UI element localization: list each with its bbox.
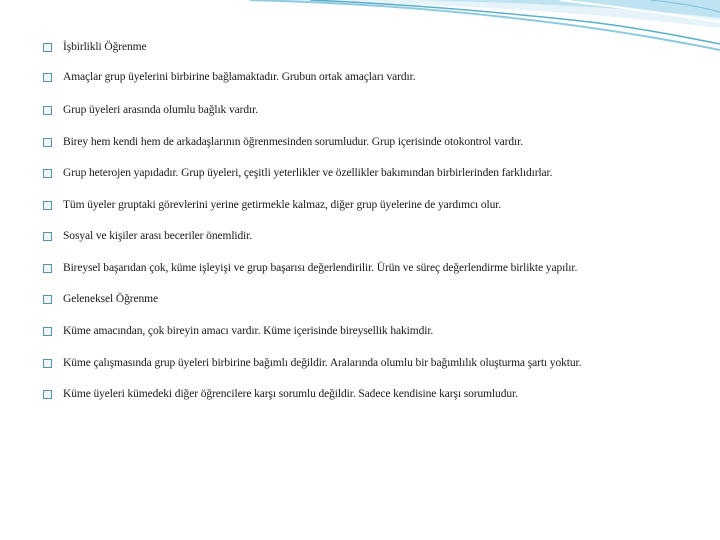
square-bullet-icon: [43, 390, 52, 399]
bullet-text: Amaçlar grup üyelerini birbirine bağlamaktadır. Grubun ortak amaçları vardır.: [63, 71, 416, 83]
bullet-text: Küme üyeleri kümedeki diğer öğrencilere karşı sorumlu değildir. Sadece kendisine karşı sorumludur.: [63, 388, 518, 400]
bullet-text: Geleneksel Öğrenme: [63, 293, 158, 305]
list-item: [43, 259, 577, 277]
list-item: [43, 68, 416, 86]
square-bullet-icon: [43, 43, 52, 52]
square-bullet-icon: [43, 201, 52, 210]
bullet-text: Grup heterojen yapıdadır. Grup üyeleri, çeşitli yeterlikler ve özellikler bakımından birbirlerinden farklıdırlar.: [63, 167, 553, 179]
list-item: [43, 164, 552, 182]
square-bullet-icon: [43, 232, 52, 241]
square-bullet-icon: [43, 138, 52, 147]
list-item: [43, 290, 158, 308]
bullet-text: İşbirlikli Öğrenme: [63, 41, 147, 53]
square-bullet-icon: [43, 73, 52, 82]
list-item: [43, 101, 258, 119]
square-bullet-icon: [43, 295, 52, 304]
bullet-text: Grup üyeleri arasında olumlu bağlık vardır.: [63, 104, 258, 116]
list-item: [43, 227, 252, 245]
bullet-text: Tüm üyeler gruptaki görevlerini yerine getirmekle kalmaz, diğer grup üyelerine de yardımcı olur.: [63, 199, 502, 211]
square-bullet-icon: [43, 106, 52, 115]
square-bullet-icon: [43, 169, 52, 178]
bullet-text: Küme amacından, çok bireyin amacı vardır. Küme içerisinde bireysellik hakimdir.: [63, 325, 434, 337]
bullet-text: Küme çalışmasında grup üyeleri birbirine bağımlı değildir. Aralarında olumlu bir bağımlılık oluşturma şartı yoktur.: [63, 357, 582, 369]
bullet-text: Bireysel başarıdan çok, küme işleyişi ve grup başarısı değerlendirilir. Ürün ve süreç değerlendirme birlikte yapılır.: [63, 262, 578, 274]
bullet-text: Birey hem kendi hem de arkadaşlarının öğrenmesinden sorumludur. Grup içerisinde otokontrol vardır.: [63, 136, 523, 148]
list-item: [43, 385, 518, 403]
list-item: [43, 196, 501, 214]
list-item: [43, 354, 581, 372]
square-bullet-icon: [43, 264, 52, 273]
square-bullet-icon: [43, 359, 52, 368]
list-item: [43, 133, 523, 151]
bullet-text: Sosyal ve kişiler arası beceriler önemlidir.: [63, 230, 253, 242]
square-bullet-icon: [43, 327, 52, 336]
list-item: [43, 322, 433, 340]
list-item: [43, 38, 146, 56]
